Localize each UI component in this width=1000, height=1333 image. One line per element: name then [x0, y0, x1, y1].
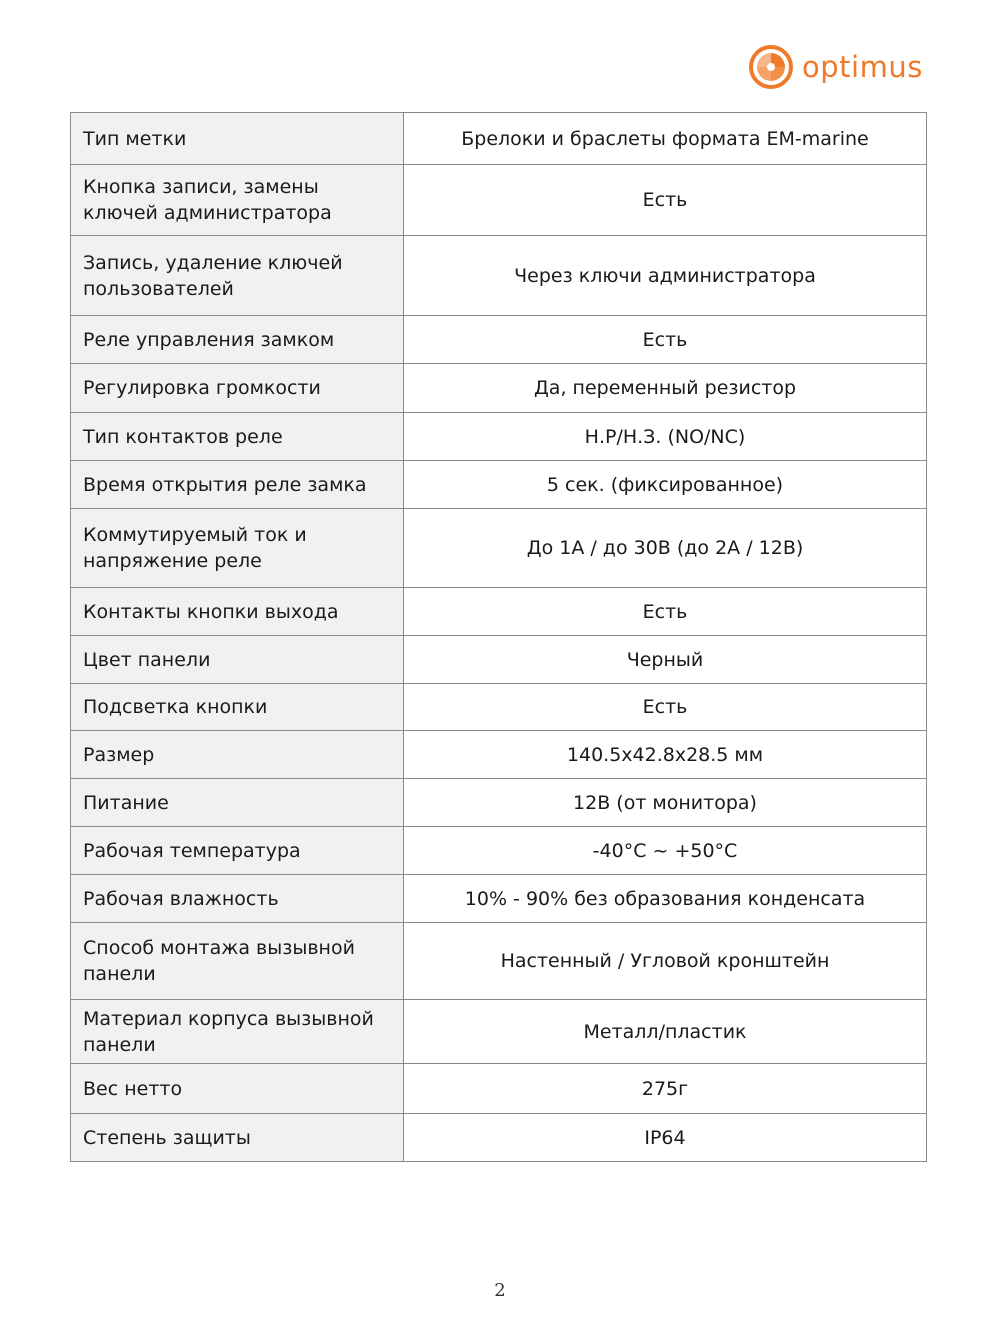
- spec-label: Степень защиты: [71, 1114, 404, 1162]
- table-row: [71, 1000, 927, 1064]
- spec-label: Рабочая влажность: [71, 875, 404, 923]
- spec-label: Тип метки: [71, 113, 404, 165]
- spec-label: Вес нетто: [71, 1064, 404, 1114]
- spec-value: Н.Р/Н.З. (NO/NC): [404, 413, 927, 461]
- table-row: [71, 731, 927, 779]
- spec-label: Материал корпуса вызывной панели: [71, 1000, 404, 1064]
- spec-value: 12В (от монитора): [404, 779, 927, 827]
- table-row: [71, 588, 927, 636]
- spec-label: Запись, удаление ключей пользователей: [71, 236, 404, 316]
- spec-label: Кнопка записи, замены ключей администратора: [71, 165, 404, 236]
- table-row: [71, 636, 927, 684]
- table-row: [71, 364, 927, 413]
- spec-value: Есть: [404, 588, 927, 636]
- table-row: [71, 509, 927, 588]
- spec-label: Питание: [71, 779, 404, 827]
- spec-label: Способ монтажа вызывной панели: [71, 923, 404, 1000]
- table-row: [71, 923, 927, 1000]
- spec-value: Металл/пластик: [404, 1000, 927, 1064]
- table-row: [71, 1114, 927, 1162]
- spec-value: 140.5x42.8x28.5 мм: [404, 731, 927, 779]
- spec-value: Через ключи администратора: [404, 236, 927, 316]
- spec-value: 275г: [404, 1064, 927, 1114]
- spec-label: Реле управления замком: [71, 316, 404, 364]
- spec-label: Подсветка кнопки: [71, 684, 404, 731]
- spec-label: Цвет панели: [71, 636, 404, 684]
- spec-label: Рабочая температура: [71, 827, 404, 875]
- table-row: [71, 413, 927, 461]
- table-row: [71, 684, 927, 731]
- brand-name: optimus: [802, 50, 923, 84]
- spec-label: Коммутируемый ток и напряжение реле: [71, 509, 404, 588]
- spec-value: 10% - 90% без образования конденсата: [404, 875, 927, 923]
- table-row: [71, 113, 927, 165]
- brand-logo: [748, 44, 923, 90]
- spec-table: [70, 112, 927, 1162]
- spec-value: 5 сек. (фиксированное): [404, 461, 927, 509]
- table-row: [71, 461, 927, 509]
- table-row: [71, 316, 927, 364]
- spec-value: До 1А / до 30В (до 2А / 12В): [404, 509, 927, 588]
- spec-label: Контакты кнопки выхода: [71, 588, 404, 636]
- spec-label: Регулировка громкости: [71, 364, 404, 413]
- table-row: [71, 779, 927, 827]
- spec-label: Время открытия реле замка: [71, 461, 404, 509]
- spec-value: Есть: [404, 316, 927, 364]
- table-row: [71, 1064, 927, 1114]
- table-row: [71, 165, 927, 236]
- table-row: [71, 875, 927, 923]
- spec-value: -40°C ~ +50°C: [404, 827, 927, 875]
- spec-value: IP64: [404, 1114, 927, 1162]
- table-row: [71, 827, 927, 875]
- spec-label: Размер: [71, 731, 404, 779]
- spec-value: Да, переменный резистор: [404, 364, 927, 413]
- spec-value: Есть: [404, 684, 927, 731]
- spec-value: Черный: [404, 636, 927, 684]
- spec-label: Тип контактов реле: [71, 413, 404, 461]
- table-row: [71, 236, 927, 316]
- page-number: 2: [494, 1280, 506, 1301]
- aperture-logo-icon: [748, 44, 794, 90]
- spec-value: Настенный / Угловой кронштейн: [404, 923, 927, 1000]
- spec-value: Есть: [404, 165, 927, 236]
- spec-value: Брелоки и браслеты формата EM-marine: [404, 113, 927, 165]
